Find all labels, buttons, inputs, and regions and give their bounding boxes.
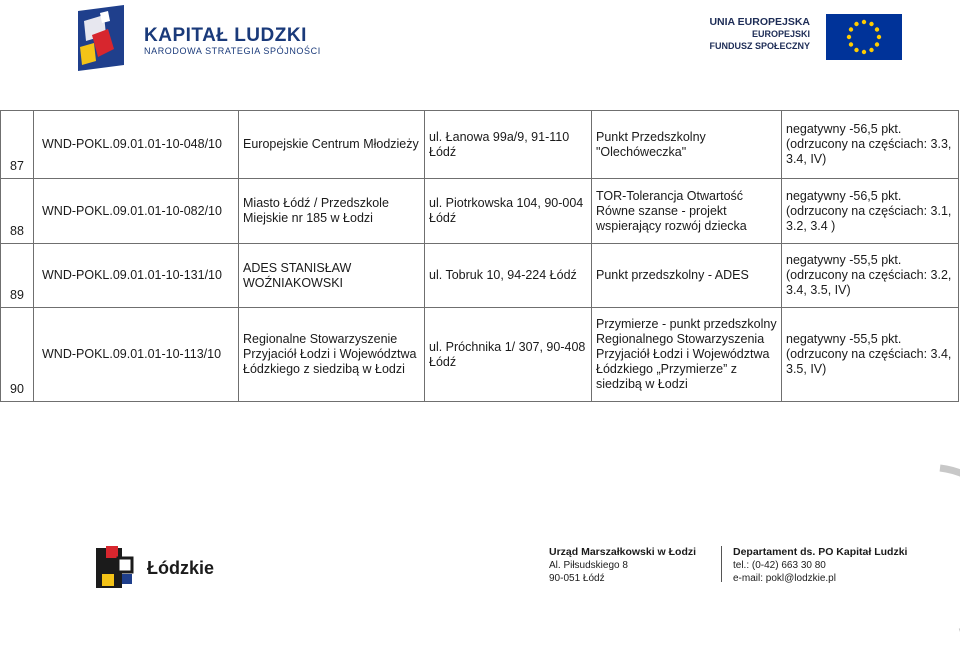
- eu-line-3: FUNDUSZ SPOŁECZNY: [709, 41, 810, 51]
- row-number: 87: [1, 111, 34, 179]
- evaluation-result: negatywny -55,5 pkt.(odrzucony na częściach: 3.4, 3.5, IV): [782, 308, 959, 402]
- row-number: 89: [1, 244, 34, 308]
- department-contact: [733, 546, 907, 585]
- footer-divider: [721, 546, 722, 582]
- office-address: [549, 546, 696, 585]
- kapital-ludzki-logo: [78, 5, 333, 75]
- kapital-ludzki-emblem-icon: [78, 5, 132, 71]
- applicant-name: Miasto Łódź / Przedszkole Miejskie nr 185 w Łodzi: [239, 179, 425, 244]
- table-row: [1, 308, 959, 402]
- department-phone: tel.: (0-42) 663 30 80: [733, 560, 826, 571]
- table-row: [1, 244, 959, 308]
- project-title: Punkt przedszkolny - ADES: [592, 244, 782, 308]
- project-title: Przymierze - punkt przedszkolny Regionalnego Stowarzyszenia Przyjaciół Łodzi i Województwa Łódzkiego „Przymierze” z siedzibą w Łodzi: [592, 308, 782, 402]
- office-name: Urząd Marszałkowski w Łodzi: [549, 546, 697, 558]
- applicant-address: ul. Piotrkowska 104, 90-004 Łódź: [425, 179, 592, 244]
- kapital-ludzki-subtitle: NARODOWA STRATEGIA SPÓJNOŚCI: [144, 46, 321, 56]
- project-title: TOR-Tolerancja Otwartość Równe szanse - projekt wspierający rozwój dziecka: [592, 179, 782, 244]
- eu-logo: [702, 14, 902, 62]
- office-city: 90-051 Łódź: [549, 573, 605, 584]
- applicant-address: ul. Tobruk 10, 94-224 Łódź: [425, 244, 592, 308]
- eu-text: [709, 16, 810, 52]
- evaluation-result: negatywny -55,5 pkt.(odrzucony na częściach: 3.2, 3.4, 3.5, IV): [782, 244, 959, 308]
- results-table: [0, 110, 960, 402]
- application-code: WND-POKL.09.01.01-10-082/10: [34, 179, 239, 244]
- applicant-name: Europejskie Centrum Młodzieży: [239, 111, 425, 179]
- evaluation-result: negatywny -56,5 pkt.(odrzucony na częściach: 3.1, 3.2, 3.4 ): [782, 179, 959, 244]
- eu-line-1: UNIA EUROPEJSKA: [709, 16, 810, 28]
- department-email: e-mail: pokl@lodzkie.pl: [733, 573, 836, 584]
- table-row: [1, 179, 959, 244]
- row-number: 88: [1, 179, 34, 244]
- applicant-address: ul. Łanowa 99a/9, 91-110 Łódź: [425, 111, 592, 179]
- applicant-address: ul. Próchnika 1/ 307, 90-408 Łódź: [425, 308, 592, 402]
- evaluation-result: negatywny -56,5 pkt.(odrzucony na częściach: 3.3, 3.4, IV): [782, 111, 959, 179]
- application-code: WND-POKL.09.01.01-10-131/10: [34, 244, 239, 308]
- applicant-name: Regionalne Stowarzyszenie Przyjaciół Łodzi i Województwa Łódzkiego z siedzibą w Łodzi: [239, 308, 425, 402]
- application-code: WND-POKL.09.01.01-10-113/10: [34, 308, 239, 402]
- eu-line-2: EUROPEJSKI: [751, 29, 810, 39]
- kapital-ludzki-title: KAPITAŁ LUDZKI: [144, 25, 307, 46]
- application-code: WND-POKL.09.01.01-10-048/10: [34, 111, 239, 179]
- table-row: [1, 111, 959, 179]
- project-title: Punkt Przedszkolny "Olechóweczka": [592, 111, 782, 179]
- department-name: Departament ds. PO Kapitał Ludzki: [733, 546, 908, 558]
- lodzkie-wordmark: Łódzkie: [147, 558, 215, 578]
- eu-flag-icon: [826, 14, 902, 60]
- lodzkie-emblem-icon: [96, 546, 140, 590]
- office-street: Al. Piłsudskiego 8: [549, 560, 628, 571]
- applicant-name: ADES STANISŁAW WOŹNIAKOWSKI: [239, 244, 425, 308]
- row-number: 90: [1, 308, 34, 402]
